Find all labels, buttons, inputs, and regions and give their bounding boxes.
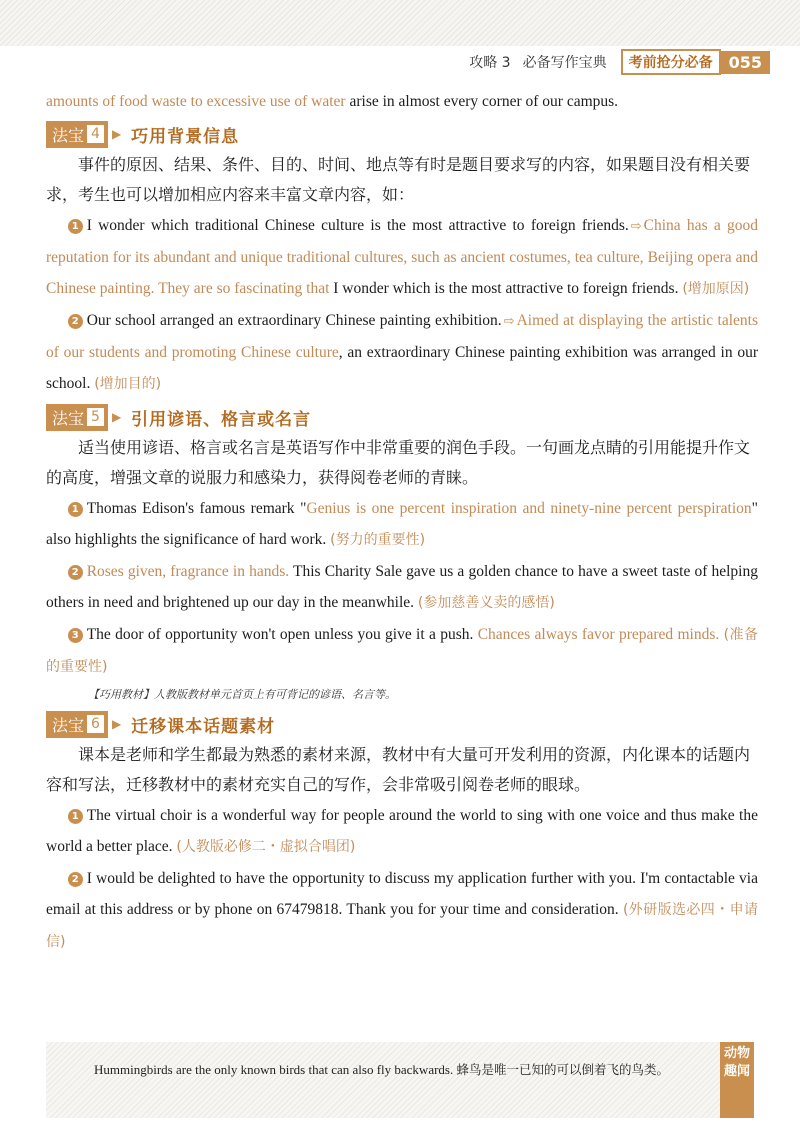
example-highlight: China has a good reputation for its abundant and unique traditional cultures, such as ancient costumes, tea culture, Beijing opera and Chinese painting. They are so fascinating that — [46, 217, 758, 297]
example-highlight: Chances always favor prepared minds. — [477, 626, 720, 643]
section-5-example-1 — [46, 493, 758, 556]
textbook-tip: 【巧用教材】人教版教材单元首页上有可背记的谚语、名言等。 — [88, 688, 396, 701]
section-6-desc: 课本是老师和学生都最为熟悉的素材来源，教材中有大量可开发利用的资源，内化课本的话题内容和写法，迁移教材中的素材充实自己的写作，会非常吸引阅卷老师的眼球。 — [46, 745, 751, 794]
section-6-example-2 — [46, 863, 758, 958]
section-6-number: 6 — [87, 715, 104, 733]
fun-fact-box — [46, 1042, 754, 1118]
example-note: (参加慈善义卖的感悟) — [417, 595, 555, 611]
intro-highlight: amounts of food waste to excessive use of water — [46, 93, 346, 110]
section-4-desc: 事件的原因、结果、条件、目的、时间、地点等有时是题目要求写的内容，如果题目没有相关要求，考生也可以增加相应内容来丰富文章内容，如： — [46, 155, 751, 204]
intro-rest: arise in almost every corner of our campus. — [345, 93, 619, 110]
section-4-example-2 — [46, 305, 758, 400]
top-hatch-band — [0, 0, 800, 46]
section-6-example-1 — [46, 800, 758, 863]
section-5-badge-label: 法宝 — [52, 408, 85, 428]
example-highlight: Aimed at displaying the artistic talents of our students and promoting Chinese culture — [46, 312, 758, 361]
arrow-right-icon: ⇨ — [503, 314, 515, 329]
example-note: (准备的重要性) — [46, 627, 759, 675]
example-text: I wonder which is the most attractive to foreign friends. — [329, 280, 679, 297]
example-text: " also highlights the significance of hard work. — [46, 500, 758, 548]
section-5-title: 引用谚语、格言或名言 — [131, 409, 312, 430]
arrow-right-icon: ⇨ — [630, 219, 642, 234]
example-note: (人教版必修二・虚拟合唱团) — [176, 839, 356, 855]
section-6-title: 迁移课本话题素材 — [131, 716, 276, 737]
page-header — [469, 50, 770, 74]
page-number: 055 — [721, 51, 770, 74]
example-highlight: Roses given, fragrance in hands. — [86, 563, 290, 580]
section-5-number: 5 — [87, 408, 104, 426]
section-4-title: 巧用背景信息 — [131, 126, 240, 147]
example-note: (增加目的) — [94, 376, 162, 392]
section-4-badge-label: 法宝 — [52, 125, 85, 145]
section-4-heading — [46, 120, 758, 148]
section-5-desc: 适当使用谚语、格言或名言是英语写作中非常重要的润色手段。一句画龙点睛的引用能提升作文的高度，增强文章的说服力和感染力，获得阅卷老师的青睐。 — [46, 438, 751, 487]
number-1-icon: 1 — [68, 502, 83, 517]
example-text: The door of opportunity won't open unless you give it a push. — [86, 626, 478, 643]
number-2-icon: 2 — [68, 314, 83, 329]
number-2-icon: 2 — [68, 565, 83, 580]
fun-fact-text — [94, 1060, 694, 1079]
section-5-example-2 — [46, 556, 758, 619]
intro-paragraph — [46, 86, 758, 117]
fun-fact-zh: 蜂鸟是唯一已知的可以倒着飞的鸟类。 — [456, 1062, 669, 1077]
example-text: The virtual choir is a wonderful way for people around the world to sing with one voice and thus make the world a better place. — [46, 807, 758, 855]
example-text: Thomas Edison's famous remark " — [86, 500, 307, 517]
section-6-badge-label: 法宝 — [52, 715, 85, 735]
fun-fact-en: Hummingbirds are the only known birds that can also fly backwards. — [94, 1062, 454, 1077]
example-text: I would be delighted to have the opportunity to discuss my application further with you. I'm contactable via email at this address or by phone on 67479818. Thank you for your time and consideration. — [46, 870, 758, 918]
section-4-example-1 — [46, 210, 758, 305]
number-1-icon: 1 — [68, 219, 83, 234]
example-note: (外研版选必四・申请信) — [46, 902, 758, 950]
example-highlight: Genius is one percent inspiration and ninety-nine percent perspiration — [306, 500, 752, 517]
animal-facts-tab: 动物趣闻 — [720, 1042, 754, 1118]
number-2-icon: 2 — [68, 872, 83, 887]
header-tag: 考前抢分必备 — [621, 49, 721, 75]
section-4-number: 4 — [87, 125, 104, 143]
triangle-icon: ▶ — [111, 410, 122, 424]
section-5-heading — [46, 403, 758, 431]
example-text: Our school arranged an extraordinary Chinese painting exhibition. — [86, 312, 502, 329]
section-5-example-3 — [46, 619, 758, 683]
example-note: (努力的重要性) — [330, 532, 426, 548]
triangle-icon: ▶ — [111, 717, 122, 731]
example-text: I wonder which traditional Chinese culture is the most attractive to foreign friends. — [86, 217, 629, 234]
page-content — [46, 86, 758, 958]
section-6-badge — [46, 711, 108, 738]
section-5-badge — [46, 404, 108, 431]
header-chapter: 必备写作宝典 — [522, 55, 607, 71]
triangle-icon: ▶ — [111, 127, 122, 141]
number-3-icon: 3 — [68, 628, 83, 643]
example-note: (增加原因) — [682, 281, 750, 297]
section-4-badge — [46, 121, 108, 148]
section-6-heading — [46, 710, 758, 738]
number-1-icon: 1 — [68, 809, 83, 824]
header-strategy: 攻略 3 — [469, 55, 511, 71]
example-text: This Charity Sale gave us a golden chance to have a sweet taste of helping others in need and brightened up our day in the meanwhile. — [46, 563, 758, 611]
example-text: , an extraordinary Chinese painting exhibition was arranged in our school. — [46, 344, 759, 392]
